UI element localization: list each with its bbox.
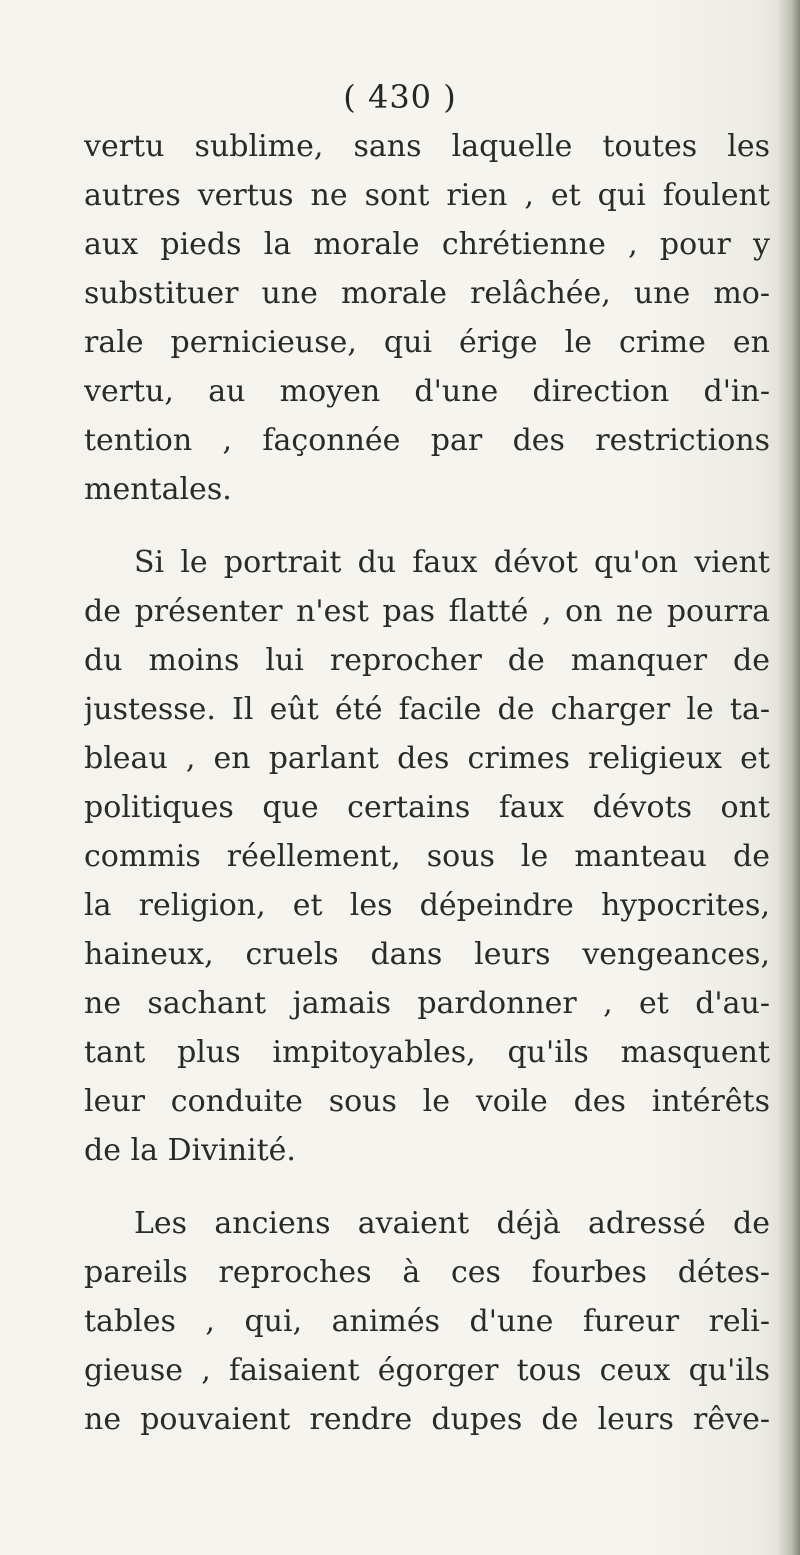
text-line: commis réellement, sous le manteau de: [84, 839, 770, 874]
text-line: autres vertus ne sont rien , et qui foulent: [84, 178, 770, 213]
text-line: du moins lui reprocher de manquer de: [84, 643, 770, 678]
text-line: tant plus impitoyables, qu'ils masquent: [84, 1035, 770, 1070]
text-line: pareils reproches à ces fourbes détes-: [84, 1255, 770, 1290]
text-line: vertu, au moyen d'une direction d'in-: [84, 374, 770, 409]
paragraph: [84, 1199, 770, 1444]
text-line: politiques que certains faux dévots ont: [84, 790, 770, 825]
paragraph-gap: [84, 1175, 770, 1199]
body-text: [84, 122, 770, 1444]
text-line: aux pieds la morale chrétienne , pour y: [84, 227, 770, 262]
text-line: Les anciens avaient déjà adressé de: [134, 1206, 770, 1241]
text-line: la religion, et les dépeindre hypocrites,: [84, 888, 770, 923]
text-line: bleau , en parlant des crimes religieux et: [84, 741, 770, 776]
text-line: ne pouvaient rendre dupes de leurs rêve-: [84, 1402, 770, 1437]
text-line: de présenter n'est pas flatté , on ne pourra: [84, 594, 770, 629]
text-line: tables , qui, animés d'une fureur reli-: [84, 1304, 770, 1339]
text-line: mentales.: [84, 472, 232, 507]
text-line: haineux, cruels dans leurs vengeances,: [84, 937, 770, 972]
text-line: Si le portrait du faux dévot qu'on vient: [134, 545, 770, 580]
page-edge-shadow: [778, 0, 800, 1555]
text-line: leur conduite sous le voile des intérêts: [84, 1084, 770, 1119]
text-line: justesse. Il eût été facile de charger le ta-: [84, 692, 770, 727]
text-line: de la Divinité.: [84, 1133, 296, 1168]
paragraph: [84, 122, 770, 514]
text-line: substituer une morale relâchée, une mo-: [84, 276, 770, 311]
paragraph: [84, 538, 770, 1175]
text-line: gieuse , faisaient égorger tous ceux qu'ils: [84, 1353, 770, 1388]
page-number: ( 430 ): [343, 78, 457, 116]
text-line: vertu sublime, sans laquelle toutes les: [84, 129, 770, 164]
text-line: rale pernicieuse, qui érige le crime en: [84, 325, 770, 360]
paragraph-gap: [84, 514, 770, 538]
text-line: tention , façonnée par des restrictions: [84, 423, 770, 458]
text-line: ne sachant jamais pardonner , et d'au-: [84, 986, 770, 1021]
